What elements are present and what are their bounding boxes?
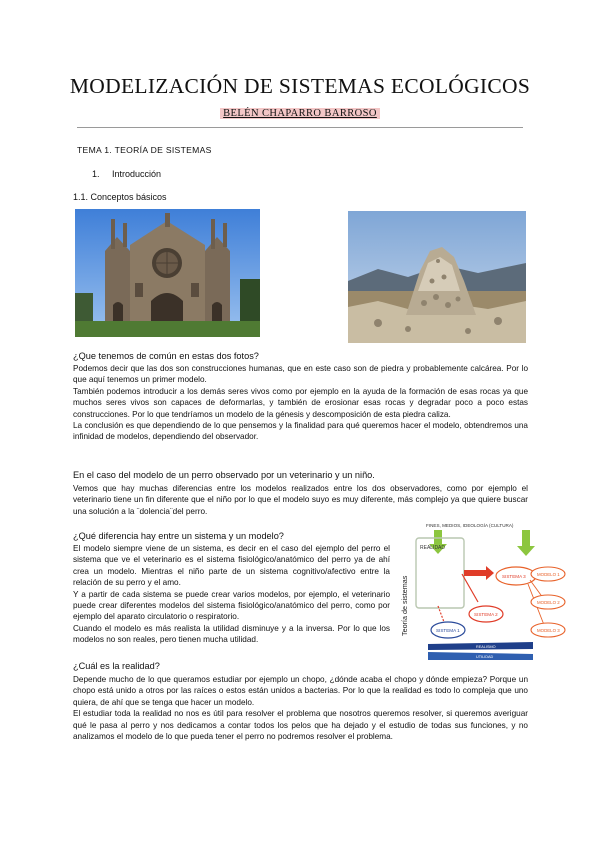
paragraph-8: Depende mucho de lo que queramos estudiar por ejemplo un chopo, ¿dónde acaba el chopo y dónde empieza? Porque un chopo está unido a otros por las raíces o estos están unidos a bacterias. Por lo que la realidad es todo lo compleja que uno quiera, de ahí que se tenga que hacer un modelo. — [73, 675, 528, 707]
green-arrow-right — [517, 530, 535, 556]
question-4: ¿Cuál es la realidad? — [73, 661, 160, 671]
section-heading — [92, 169, 161, 179]
red-arrow-1 — [464, 566, 494, 580]
realidad-label: REALIDAD — [420, 545, 446, 551]
cathedral-photo — [75, 209, 260, 337]
author-name — [0, 103, 600, 121]
stone-cairn-photo — [348, 211, 526, 343]
question-1: ¿Que tenemos de común en estas dos fotos? — [73, 351, 259, 361]
section-title: Introducción — [112, 169, 162, 179]
realismo-label: REALISMO — [476, 645, 496, 649]
paragraph-6: Y a partir de cada sistema se puede crear varios modelos, por ejemplo, el veterinario puede crear diferentes modelos del sistema fisiológico/anatómico del perro, como por ejemplo del aparato circulatorio o respiratorio. — [73, 589, 390, 622]
utilidad-label: UTILIDAD — [476, 655, 494, 659]
paragraph-7: Cuando el modelo es más realista la utilidad disminuye y a la inversa. Por lo que los modelos no son reales, pero tienen mucha utilidad. — [73, 623, 390, 645]
modelo-2-label: MODELO 2 — [537, 600, 560, 605]
topic-heading: TEMA 1. TEORÍA DE SISTEMAS — [77, 145, 212, 155]
document-title: MODELIZACIÓN DE SISTEMAS ECOLÓGICOS — [69, 74, 531, 98]
diagram-side-label: Teoría de sistemas — [400, 575, 409, 636]
paragraph-5: El modelo siempre viene de un sistema, es decir en el caso del ejemplo del perro el sistema que ve el veterinario es el sistema fisiológico/anatómico del perro ya de ahí crea un modelo. Mientras el niño parte de un sistema cognitivo/afectivo entre la relación de su perro y el amo. — [73, 544, 390, 588]
sistema-2-label: SISTEMA 2 — [474, 612, 498, 617]
paragraph-block-2 — [73, 483, 528, 517]
paragraph-1: Podemos decir que las dos son construcciones humanas, que en este caso son de piedra y probablemente calcárea. Por lo que aquí tenemos un primer modelo. — [73, 364, 528, 385]
sistema-3-label: SISTEMA 3 — [502, 574, 526, 579]
author-highlight: BELÉN CHAPARRO BARROSO — [220, 108, 380, 119]
title-divider — [77, 127, 523, 128]
paragraph-block-3 — [73, 543, 390, 646]
modelo-1-label: MODELO 1 — [537, 572, 560, 577]
paragraph-2: También podemos introducir a los demás seres vivos como por ejemplo en la ayuda de la formación de esas rocas ya que muchos seres vivos son capaces de deformarlas, y también de erosionar esas rocas y degradar poco a poco estas construcciones. Por lo que tendríamos un modelo de la génesis y descomposición de esta piedra caliza. — [73, 386, 528, 419]
section-number: 1. — [92, 169, 100, 179]
systems-theory-diagram — [398, 518, 560, 668]
modelo-3-label: MODELO 3 — [537, 628, 560, 633]
question-2: En el caso del modelo de un perro observado por un veterinario y un niño. — [73, 470, 375, 480]
paragraph-block-4 — [73, 674, 528, 742]
paragraph-4: Vemos que hay muchas diferencias entre los modelos realizados entre los dos observadores, como por ejemplo el veterinario tiene un fin diferente que el niño por lo que el modelo suyo es muy diferente, más complejo ya que quiere buscar una solución a la ¨dolencia¨del perro. — [73, 484, 528, 516]
diagram-top-label: FINES, MEDIOS, IDEOLOGÍA (CULTURA) — [426, 523, 514, 528]
sistema-1-label: SISTEMA 1 — [436, 628, 460, 633]
paragraph-block-1 — [73, 363, 528, 443]
paragraph-3: La conclusión es que dependiendo de lo que pensemos y la finalidad para qué queremos hacer el modelo, obtendremos una infinidad de modelos, dependiendo del observador. — [73, 421, 528, 442]
paragraph-9: El estudiar toda la realidad no nos es útil para resolver el problema que nosotros queremos resolver, si queremos averiguar qué le pasa al perro y nos dedicamos a contar todos los pelos que ha dejado y el estudio de todas sus funciones, y no analizamos el modelo de lo que pueda tener el perro no podremos resolver el problema. — [73, 709, 528, 742]
question-3: ¿Qué diferencia hay entre un sistema y un modelo? — [73, 531, 284, 541]
subsection-heading: 1.1. Conceptos básicos — [73, 192, 167, 202]
